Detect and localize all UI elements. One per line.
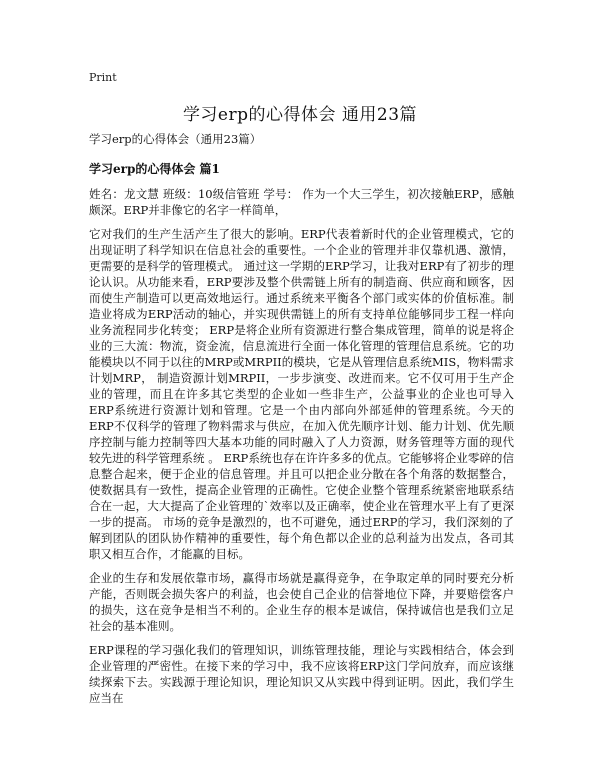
paragraph: 企业的生存和发展依靠市场，赢得市场就是赢得竞争，在争取定单的同时要充分析产能，否则既会损失客户的利益，也会使自己企业的信誉地位下降，并要赔偿客户的损失，这在竞争是相当不利的。企业生存的根本是诚信，保持诚信也是我们立足社会的基本准则。 [89,571,514,633]
page-title: 学习erp的心得体会 通用23篇 [182,105,418,125]
section-heading: 学习erp的心得体会 篇1 [89,162,220,176]
document-body [89,186,514,714]
document-subtitle: 学习erp的心得体会（通用23篇） [89,132,262,146]
paragraph: 姓名：龙文慧 班级：10级信管班 学号： 作为一个大三学生，初次接触ERP，感触颇深。ERP并非像它的名字一样简单， [89,187,514,217]
paragraph: ERP课程的学习强化我们的管理知识，训练管理技能，理论与实践相结合，体会到企业管理的严密性。在接下来的学习中，我不应该将ERP这门学问放弃，而应该继续探索下去。实践源于理论知识，理论知识又从实践中得到证明。因此，我们学生应当在 [89,643,514,705]
print-link[interactable]: Print [89,71,117,84]
paragraph: 它对我们的生产生活产生了很大的影响。ERP代表着新时代的企业管理模式，它的出现证明了科学知识在信息社会的重要性。一个企业的管理并非仅靠机遇、激情，更需要的是科学的管理模式。 通过这一学期的ERP学习，让我对ERP有了初步的理论认识。从功能来看，ERP要涉及整个供需链上所有的制造商、供应商和顾客，因而使生产制造可以更高效地运行。通过系统来平衡各个部门或实体的价值标准。制造业将成为ERP活动的轴心，并实现供需链上的所有支持单位能够同步工程一样向业务流程同步化转变； ERP是将企业所有资源进行整合集成管理，简单的说是将企业的三大流：物流，资金流，信息流进行全面一体化管理的管理信息系统。它的功能模块以不同于以往的MRP或MRPII的模块，它是从管理信息系统MIS，物料需求计划MRP， 制造资源计划MRPII，一步步演变、改进而来。它不仅可用于生产企业的管理，而且在许多其它类型的企业如一些非生产，公益事业的企业也可导入ERP系统进行资源计划和管理。它是一个由内部向外部延伸的管理系统。今天的ERP不仅科学的管理了物料需求与供应，在加入优先顺序计划、能力计划、优先顺序控制与能力控制等四大基本功能的同时融入了人力资源，财务管理等方面的现代较先进的科学管理系统 。 ERP系统也存在许许多多的优点。它能够将企业零碎的信息整合起来，便于企业的信息管理。并且可以把企业分散在各个角落的数据整合，使数据具有一致性，提高企业管理的正确性。它使企业整个管理系统紧密地联系结合在一起，大大提高了企业管理的`效率以及正确率，使企业在管理水平上有了更深一步的提高。 市场的竞争是激烈的，也不可避免，通过ERP的学习，我们深刻的了解到团队的团队协作精神的重要性，每个角色都以企业的总利益为出发点，各司其职又相互合作，才能赢的目标。 [89,227,514,561]
